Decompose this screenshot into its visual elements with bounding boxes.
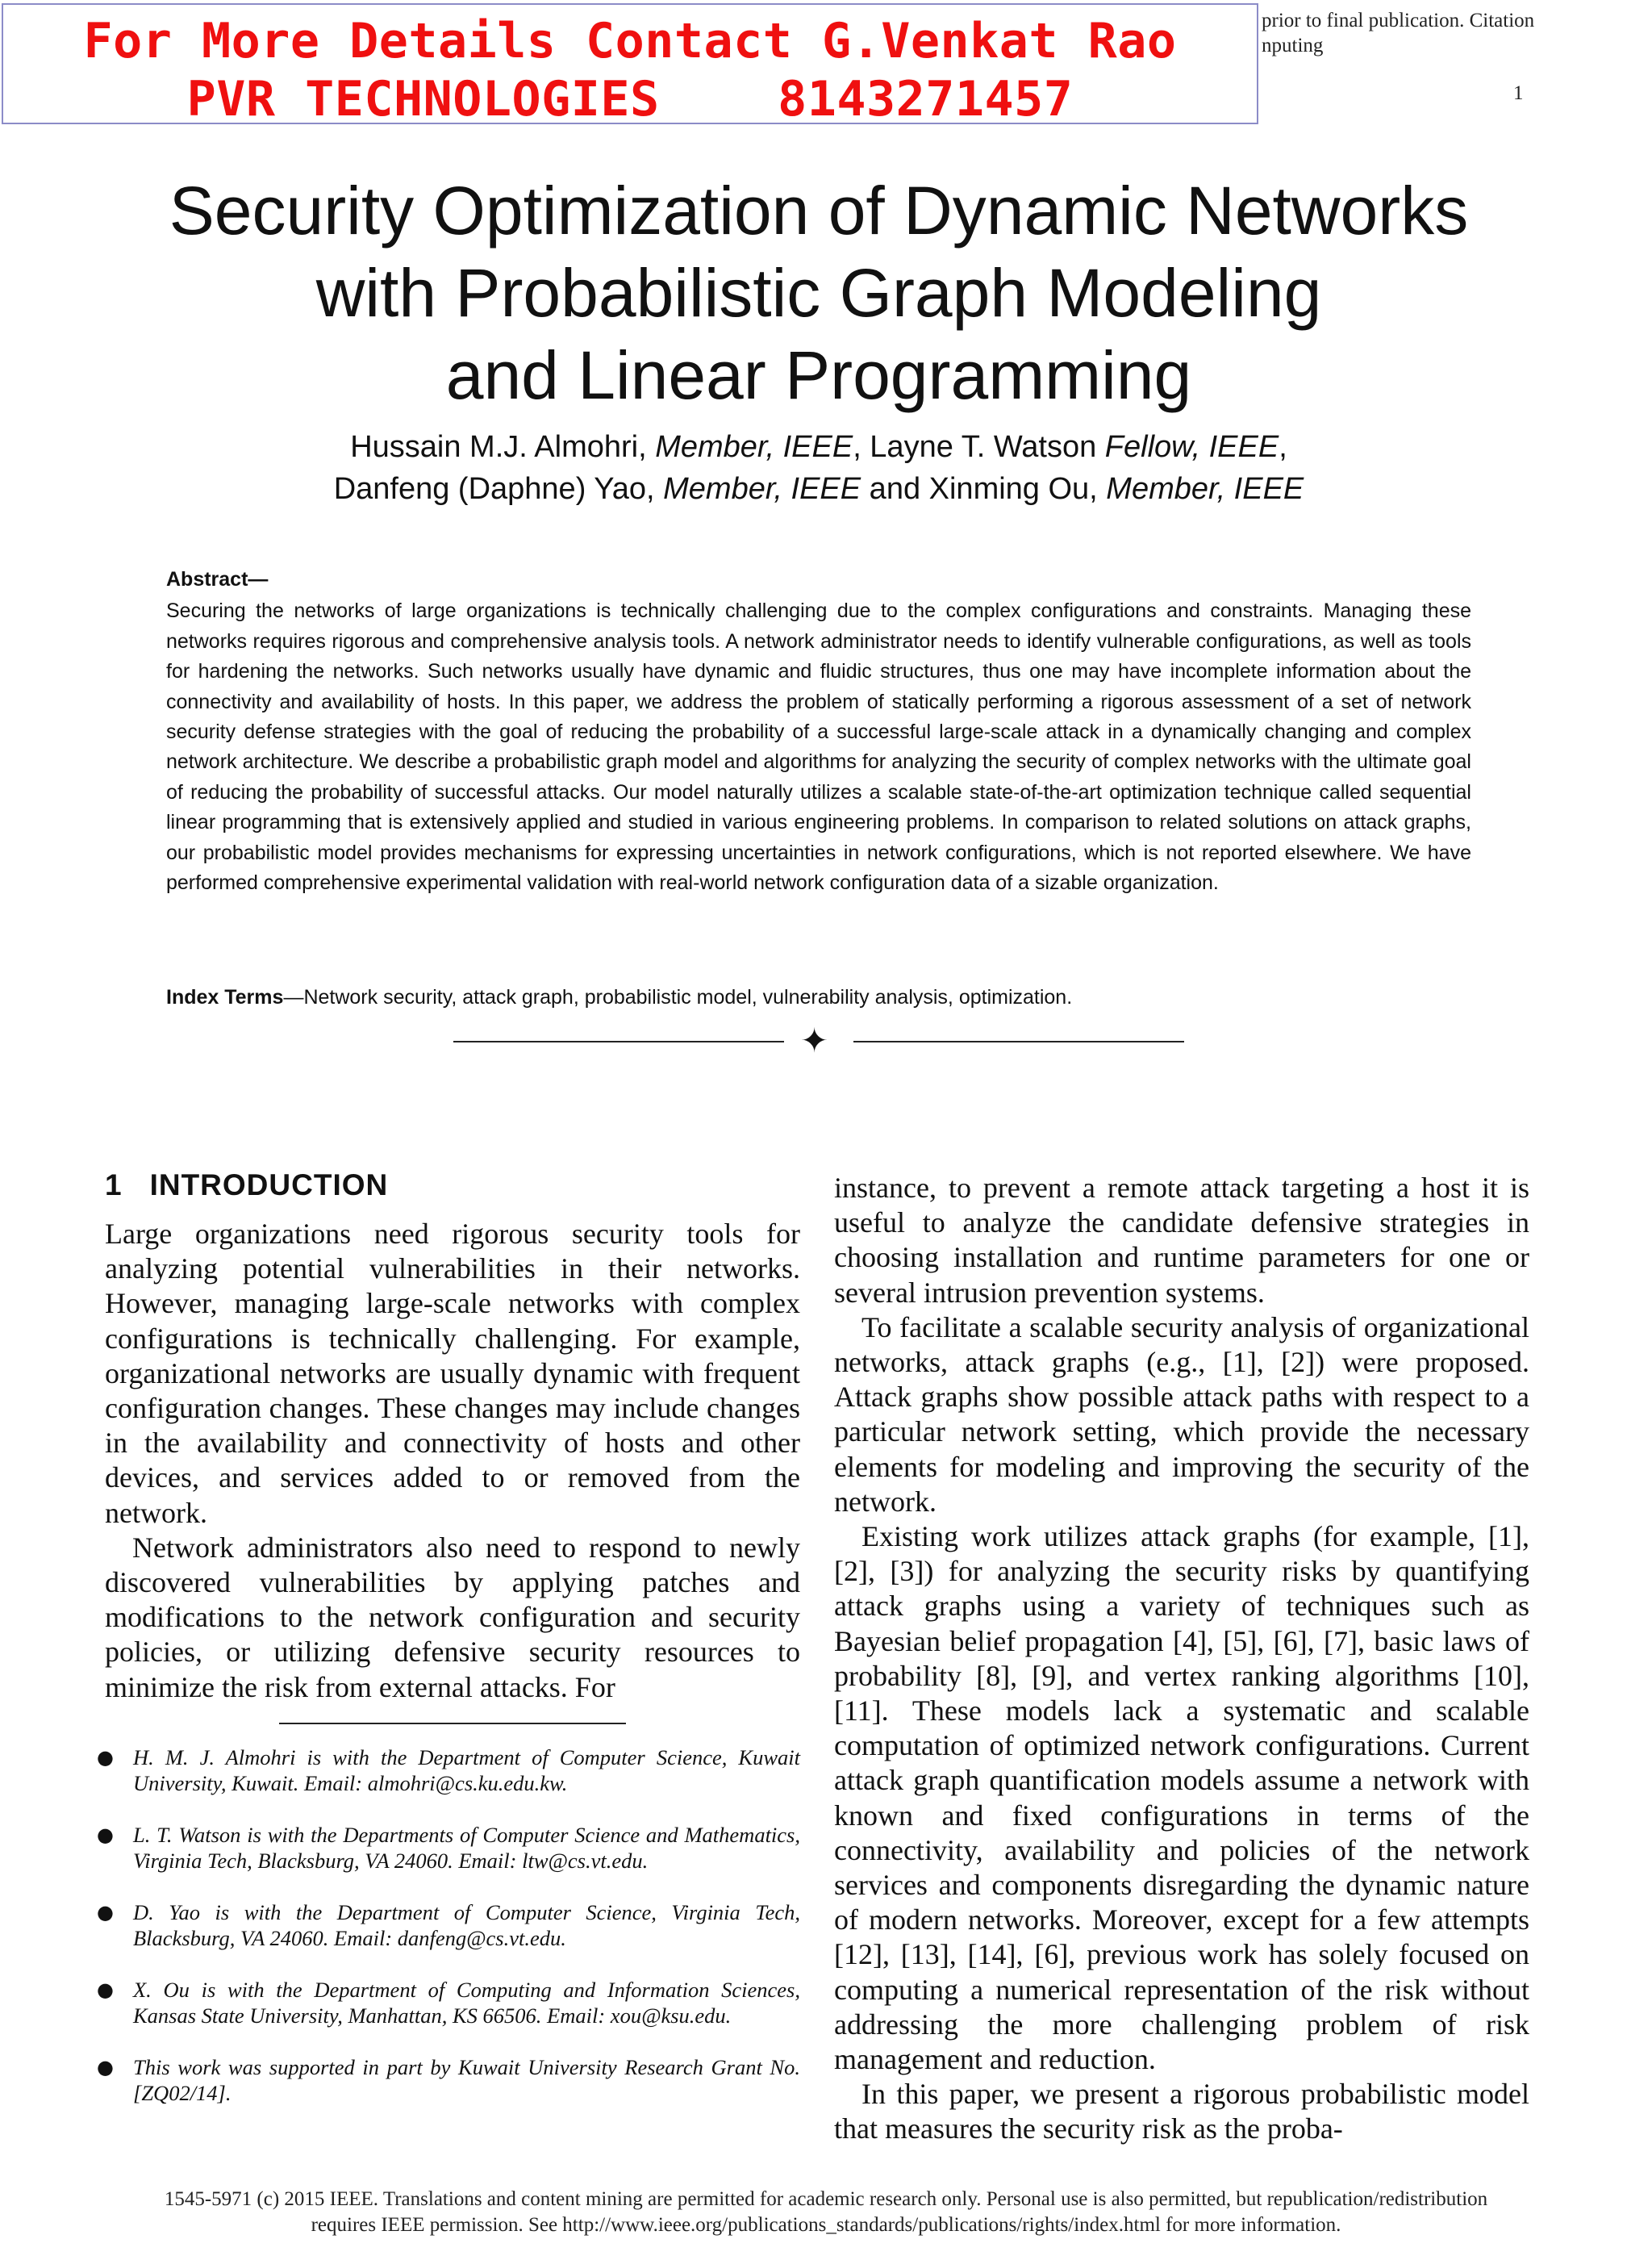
author-2-name: , Layne T. Watson [853,430,1105,464]
author-line-1-end: , [1279,430,1287,464]
abstract-block [166,565,1471,898]
header-note-line-1: prior to final publication. Citation [1262,10,1535,31]
author-4-name: and Xinming Ou, [861,472,1107,506]
author-2-role: Fellow, IEEE [1104,430,1279,464]
right-column-body [834,1171,1529,2147]
footnote-text: D. Yao is with the Department of Computer Science, Virginia Tech, Blacksburg, VA 24060. Email: danfeng@cs.vt.edu. [133,1900,800,1950]
separator-rule-left [453,1041,784,1042]
bullet-icon: ● [97,1978,114,2001]
index-terms [166,983,1489,1013]
left-column-body [105,1217,800,1705]
author-3-name: Danfeng (Daphne) Yao, [333,472,664,506]
footnote-item [97,1822,800,1874]
section-title: INTRODUCTION [149,1168,389,1201]
intro-paragraph-1: Large organizations need rigorous security tools for analyzing potential vulnerabilities in their networks. However, managing large-scale networks with complex configurations is technically challenging. For example, organizational networks are usually dynamic with frequent configuration changes. These changes may include changes in the availability and connectivity of hosts and other devices, and services added to or removed from the network. [105,1218,800,1529]
title-line-1: Security Optimization of Dynamic Networks [169,173,1469,249]
author-list [0,426,1637,510]
footer-line-1: 1545-5971 (c) 2015 IEEE. Translations and content mining are permitted for academic research only. Personal use is also permitted, but republication/redistribution [164,2188,1488,2210]
intro-paragraph-2-continued: instance, to prevent a remote attack targeting a host it is useful to analyze the candidate defensive strategies in choosing installation and runtime parameters for one or several intrusion prevention systems. [834,1172,1529,1309]
bullet-icon: ● [97,1901,114,1924]
footnote-item [97,2054,800,2106]
footnote-rule [279,1723,626,1724]
intro-paragraph-4: Existing work utilizes attack graphs (for example, [1], [2], [3]) for analyzing the security risks by quantifying attack graphs using a variety of techniques such as Bayesian belief propagation [4], [5], [6], [7], basic laws of probability [8], [9], and vertex ranking algorithms [10], [11]. These models lack a systematic and scalable computation of optimized network configurations. Current attack graph quantification models assume a network with known and fixed configurations in terms of the connectivity, availability and policies of the network services and components disregarding the dynamic nature of modern networks. Moreover, except for a few attempts [12], [13], [14], [6], previous work has solely focused on computing a numerical representation of the risk without addressing the more challenging problem of risk management and reduction. [834,1520,1529,2076]
author-1-role: Member, IEEE [655,430,853,464]
intro-paragraph-2: Network administrators also need to respond to newly discovered vulnerabilities by applying patches and modifications to the network configuration and security policies, or utilizing defensive security resources to minimize the risk from external attacks. For [105,1531,800,1703]
abstract-text: Securing the networks of large organizations is technically challenging due to the complex configurations and constraints. Managing these networks requires rigorous and comprehensive analysis tools. A network administrator needs to identify vulnerable configurations, as well as tools for hardening the networks. Such networks usually have dynamic and fluidic structures, thus one may have incomplete information about the connectivity and availability of hosts. In this paper, we address the problem of statically performing a rigorous assessment of a set of network security defense strategies with the goal of reducing the probability of a successful large-scale attack in a dynamically changing and complex network architecture. We describe a probabilistic graph model and algorithms for analyzing the security of complex networks with the ultimate goal of reducing the probability of successful attacks. Our model naturally utilizes a scalable state-of-the-art optimization technique called sequential linear programming that is extensively applied and studied in various engineering problems. In comparison to related solutions on attack graphs, our probabilistic model provides mechanisms for expressing uncertainties in network configurations, which is not reported elsewhere. We have performed comprehensive experimental validation with real-world network configuration data of a sizable organization. [166,600,1471,895]
separator-star-icon: ✦ [800,1021,829,1060]
bullet-icon: ● [97,2056,114,2078]
footnote-text: L. T. Watson is with the Departments of Computer Science and Mathematics, Virginia Tech, Blacksburg, VA 24060. Email: ltw@cs.vt.edu. [133,1823,800,1873]
footnote-item [97,1744,800,1796]
paper-title [0,169,1637,416]
footnote-item [97,1899,800,1951]
intro-paragraph-5: In this paper, we present a rigorous probabilistic model that measures the security risk as the proba- [834,2078,1529,2145]
footer-line-2: requires IEEE permission. See http://www.ieee.org/publications_standards/publications/rights/index.html for more information. [311,2214,1341,2236]
index-terms-text: —Network security, attack graph, probabilistic model, vulnerability analysis, optimization. [283,986,1073,1009]
footnote-item [97,1977,800,2028]
watermark-line-1: For More Details Contact G.Venkat Rao [83,13,1177,69]
section-number: 1 [105,1168,123,1201]
separator-rule-right [853,1041,1184,1042]
header-citation-note [1262,8,1652,58]
author-1-name: Hussain M.J. Almohri, [350,430,656,464]
title-line-2: with Probabilistic Graph Modeling [315,255,1322,331]
contact-watermark-box [2,3,1258,127]
intro-paragraph-3: To facilitate a scalable security analysis of organizational networks, attack graphs (e.g., [1], [2]) were proposed. Attack graphs show possible attack paths with respect to a particular network setting, which provide the necessary elements for modeling and improving the security of the network. [834,1310,1529,1518]
bullet-icon: ● [97,1746,114,1769]
author-4-role: Member, IEEE [1106,472,1304,506]
author-affiliation-footnotes [97,1744,800,2132]
section-heading-introduction [105,1168,388,1202]
copyright-footer [0,2187,1652,2238]
abstract-heading: Abstract— [166,568,269,591]
title-line-3: and Linear Programming [445,337,1192,413]
bullet-icon: ● [97,1824,114,1846]
watermark-line-2: PVR TECHNOLOGIES 8143271457 [186,71,1074,127]
footnote-text: H. M. J. Almohri is with the Department of Computer Science, Kuwait University, Kuwait. Email: almohri@cs.ku.edu.kw. [133,1745,800,1795]
author-line-1 [0,426,1637,468]
footnote-text: This work was supported in part by Kuwait University Research Grant No. [ZQ02/14]. [133,2055,800,2105]
header-note-line-2: nputing [1262,35,1324,56]
footnote-text: X. Ou is with the Department of Computing and Information Sciences, Kansas State University, Manhattan, KS 66506. Email: xou@ksu.edu. [133,1978,800,2028]
author-3-role: Member, IEEE [663,472,861,506]
page-number: 1 [1513,82,1524,104]
author-line-2 [0,468,1637,510]
index-terms-label: Index Terms [166,986,284,1009]
